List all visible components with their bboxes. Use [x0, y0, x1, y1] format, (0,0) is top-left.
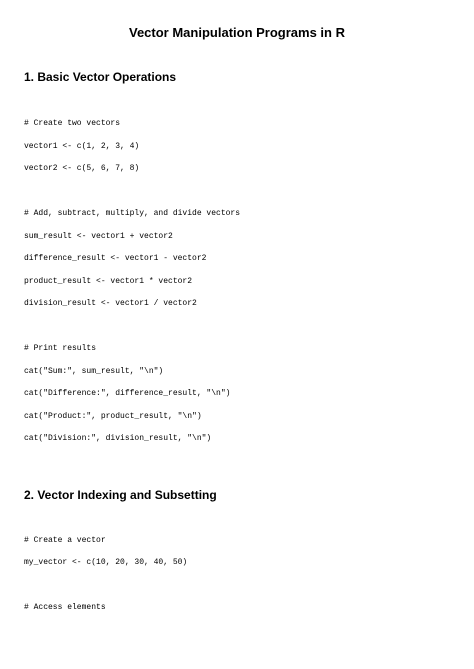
section-heading-indexing-subsetting: 2. Vector Indexing and Subsetting [24, 488, 217, 502]
code-line: # Create a vector [24, 536, 106, 545]
code-line: vector2 <- c(5, 6, 7, 8) [24, 164, 140, 173]
code-line: # Access elements [24, 603, 106, 612]
code-line: sum_result <- vector1 + vector2 [24, 232, 173, 241]
code-line: product_result <- vector1 * vector2 [24, 277, 193, 286]
code-line: division_result <- vector1 / vector2 [24, 299, 197, 308]
code-line: difference_result <- vector1 - vector2 [24, 254, 207, 263]
page-title: Vector Manipulation Programs in R [129, 25, 345, 40]
code-line: cat("Product:", product_result, "\n") [24, 412, 202, 421]
code-line: vector1 <- c(1, 2, 3, 4) [24, 142, 140, 151]
code-line: my_vector <- c(10, 20, 30, 40, 50) [24, 558, 188, 567]
code-line: cat("Division:", division_result, "\n") [24, 434, 212, 443]
section-heading-basic-operations: 1. Basic Vector Operations [24, 70, 177, 84]
code-line: # Create two vectors [24, 119, 121, 128]
code-line: # Add, subtract, multiply, and divide vectors [24, 209, 241, 218]
code-line: cat("Difference:", difference_result, "\n") [24, 389, 231, 398]
code-line: cat("Sum:", sum_result, "\n") [24, 367, 164, 376]
code-line: # Print results [24, 344, 97, 353]
